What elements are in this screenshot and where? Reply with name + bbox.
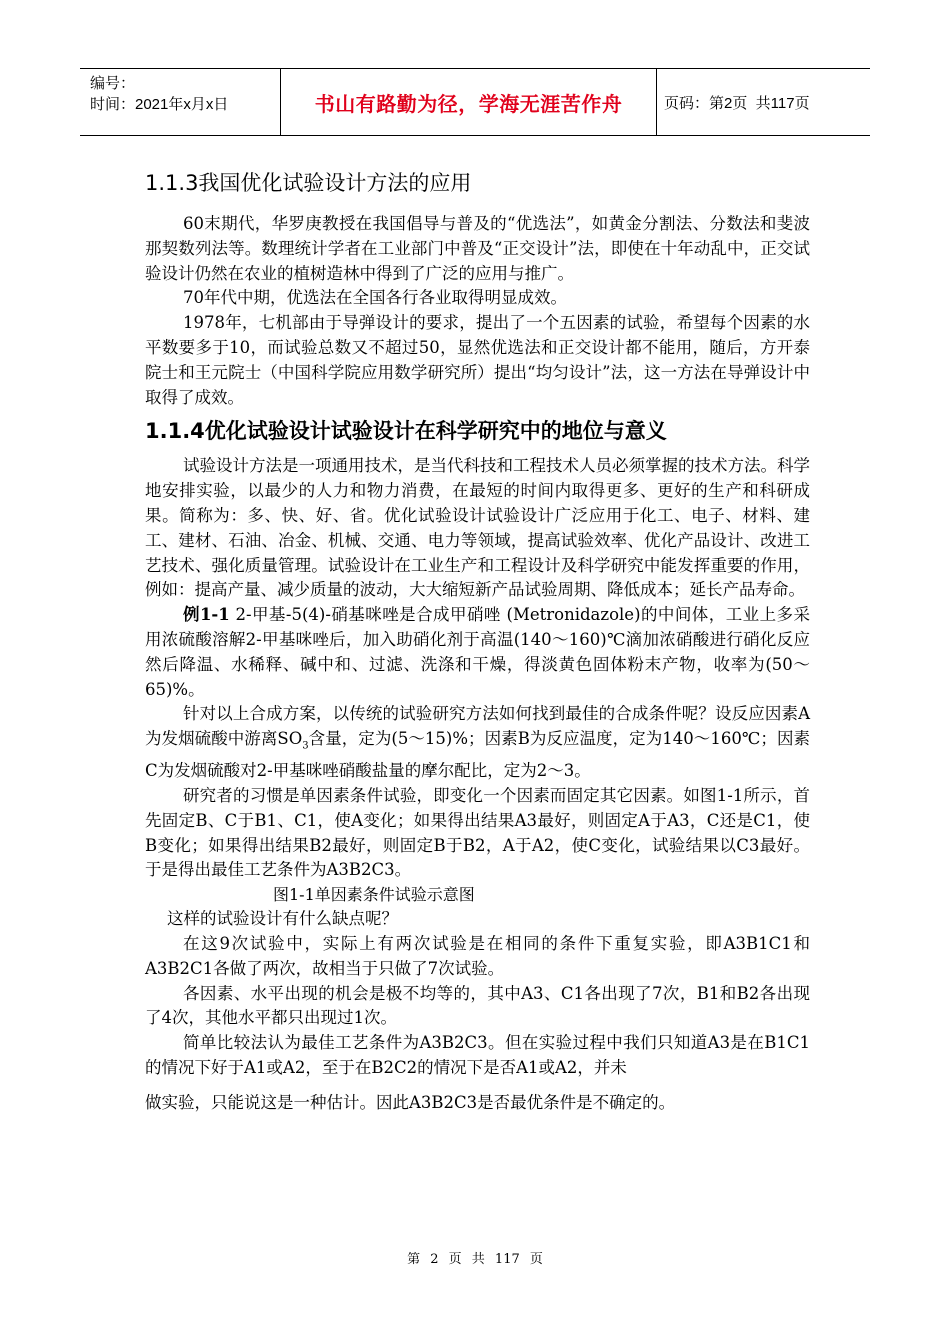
header-motto: 书山有路勤为径，学海无涯苦作舟 — [281, 69, 657, 135]
text-run: 含量，定为(5～15)%；因素B为反应温度，定为140～160℃；因素C为发烟硫酸对2-甲基咪唑硝酸盐量的摩尔配比，定为2～3。 — [145, 729, 810, 781]
header-time-label: 时间：2021年x月x日 — [90, 96, 229, 113]
header-page-info — [657, 69, 870, 135]
paragraph — [145, 702, 810, 784]
text-run: 针对以上合成方案，以传统的试验研究方法如何找到最佳的合成条件呢？设反应因素A为发烟硫酸中游离SO — [145, 704, 810, 749]
paragraph: 70年代中期，优选法在全国各行各业取得明显成效。 — [183, 288, 567, 308]
subscript: 3 — [302, 740, 309, 752]
example-paragraph — [145, 603, 810, 702]
paragraph: 在这9次试验中，实际上有两次试验是在相同的条件下重复实验，即A3B1C1和A3B2C1各做了两次，故相当于只做了7次试验。 — [145, 934, 810, 978]
header-page-label: 页码：第2页 共117页 — [664, 94, 810, 112]
header-number-label: 编号： — [90, 75, 136, 92]
paragraph: 做实验，只能说这是一种估计。因此A3B2C3是否最优条件是不确定的。 — [145, 1092, 676, 1112]
paragraph: 1978年，七机部由于导弹设计的要求，提出了一个五因素的试验，希望每个因素的水平数要多于10，而试验总数又不超过50，显然优选法和正交设计都不能用，随后，方开泰院士和王元院士（中国科学院应用数学研究所）提出“均匀设计”法，这一方法在导弹设计中取得了成效。 — [145, 313, 810, 407]
figure-caption: 图1-1单因素条件试验示意图 — [273, 885, 475, 905]
paragraph: 试验设计方法是一项通用技术，是当代科技和工程技术人员必须掌握的技术方法。科学地安排实验，以最少的人力和物力消费，在最短的时间内取得更多、更好的生产和科研成果。简称为：多、快、好、省。优化试验设计试验设计广泛应用于化工、电子、材料、建工、建材、石油、冶金、机械、交通、电力等领域，提高试验效率、优化产品设计、改进工艺技术、强化质量管理。试验设计在工业生产和工程设计及科学研究中能发挥重要的作用，例如：提高产量、减少质量的波动，大大缩短新产品试验周期、降低成本；延长产品寿命。 — [145, 456, 810, 600]
paragraph: 60末期代，华罗庚教授在我国倡导与普及的“优选法”，如黄金分割法、分数法和斐波那契数列法等。数理统计学者在工业部门中普及“正交设计”法，即使在十年动乱中，正交试验设计仍然在农业的植树造林中得到了广泛的应用与推广。 — [145, 214, 810, 283]
example-text: 2-甲基-5(4)-硝基咪唑是合成甲硝唑 (Metronidazole)的中间体，工业上多采用浓硫酸溶解2-甲基咪唑后，加入助硝化剂于高温(140～160)℃滴加浓硝酸进行硝化反应然后降温、水稀释、碱中和、过滤、洗涤和干燥，得淡黄色固体粉末产物，收率为(50～65)%。 — [145, 605, 810, 699]
page-header — [80, 68, 870, 136]
document-body — [145, 168, 810, 1116]
header-meta — [80, 69, 281, 135]
paragraph: 简单比较法认为最佳工艺条件为A3B2C3。但在实验过程中我们只知道A3是在B1C1的情况下好于A1或A2，至于在B2C2的情况下是否A1或A2，并未 — [145, 1033, 810, 1077]
paragraph: 这样的试验设计有什么缺点呢？ — [167, 909, 398, 929]
page-footer: 第 2 页 共 117 页 — [407, 1252, 543, 1267]
section-114-title: 1.1.4优化试验设计试验设计在科学研究中的地位与意义 — [145, 419, 667, 444]
paragraph: 研究者的习惯是单因素条件试验，即变化一个因素而固定其它因素。如图1-1所示，首先固定B、C于B1、C1，使A变化；如果得出结果A3最好，则固定A于A3，C还是C1，使B变化；如果得出结果B2最好，则固定B于B2，A于A2，使C变化，试验结果以C3最好。于是得出最佳工艺条件为A3B2C3。 — [145, 786, 810, 880]
paragraph: 各因素、水平出现的机会是极不均等的，其中A3、C1各出现了7次，B1和B2各出现了4次，其他水平都只出现过1次。 — [145, 983, 810, 1028]
section-113-title: 1.1.3我国优化试验设计方法的应用 — [145, 171, 472, 195]
example-label: 例1-1 — [183, 605, 230, 625]
